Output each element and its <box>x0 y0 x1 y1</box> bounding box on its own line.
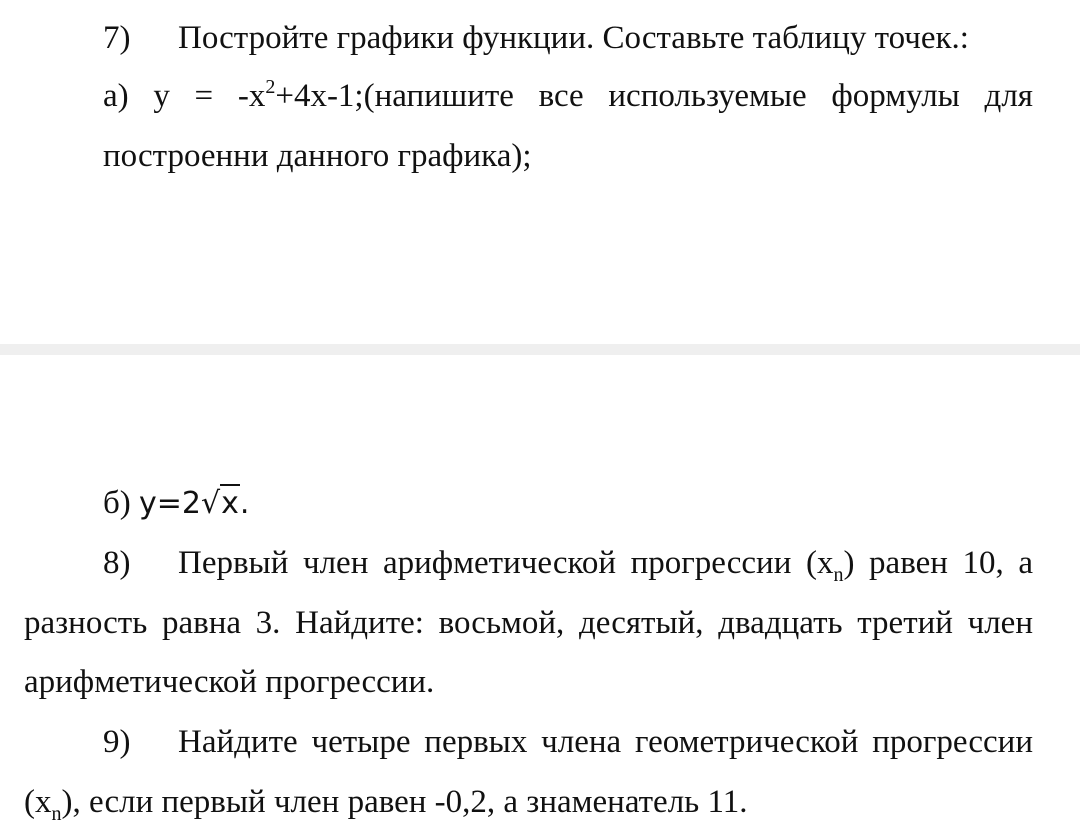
page-top <box>0 0 1080 344</box>
task-7-number: 7) <box>103 20 131 56</box>
task-7b-line <box>103 483 249 524</box>
page-divider <box>0 344 1080 355</box>
task-9-number: 9) <box>103 724 131 760</box>
task-7a-eq: = <box>194 78 214 114</box>
task-8-text-1: Первый член арифметической прогрессии $(x_n)$ равен 10, а <box>178 545 1033 586</box>
radicand: x <box>221 486 239 521</box>
task-7a-continuation: построенни данного графика); <box>103 138 532 174</box>
task-8-line-2: разность равна 3. Найдите: восьмой, десятый, двадцать третий член <box>24 605 1033 641</box>
task-8-number: 8) <box>103 545 131 581</box>
task-7-heading <box>103 18 969 58</box>
task-8-line-3: арифметической прогрессии. <box>24 664 435 700</box>
task-7a-line <box>103 76 1033 120</box>
task-8-line-1 <box>103 543 1033 587</box>
task-7-title: Постройте графики функции. Составьте таблицу точек.: <box>178 20 969 56</box>
task-7a-var: y <box>153 78 170 114</box>
task-7a-label: а) <box>103 78 129 114</box>
task-7a-word: все <box>538 78 584 114</box>
task-9-line-2: $(x_n)$, если первый член равен -0,2, а знаменатель 11. <box>24 784 748 825</box>
page-bottom <box>0 355 1080 836</box>
task-7a-word: формулы <box>831 78 960 114</box>
task-7a-word: используемые <box>608 78 807 114</box>
task-7a-formula: $-x^2+4x-1;(напишите$ <box>237 76 514 114</box>
task-9-line-1 <box>103 722 1033 762</box>
task-7b-formula: y=2√x. <box>139 486 250 521</box>
task-9-text-1: Найдите четыре первых члена геометрической прогрессии <box>178 724 1033 760</box>
task-7a-word: для <box>984 78 1033 114</box>
radical-sign: √ <box>201 486 221 521</box>
task-7b-label: б) <box>103 485 131 521</box>
